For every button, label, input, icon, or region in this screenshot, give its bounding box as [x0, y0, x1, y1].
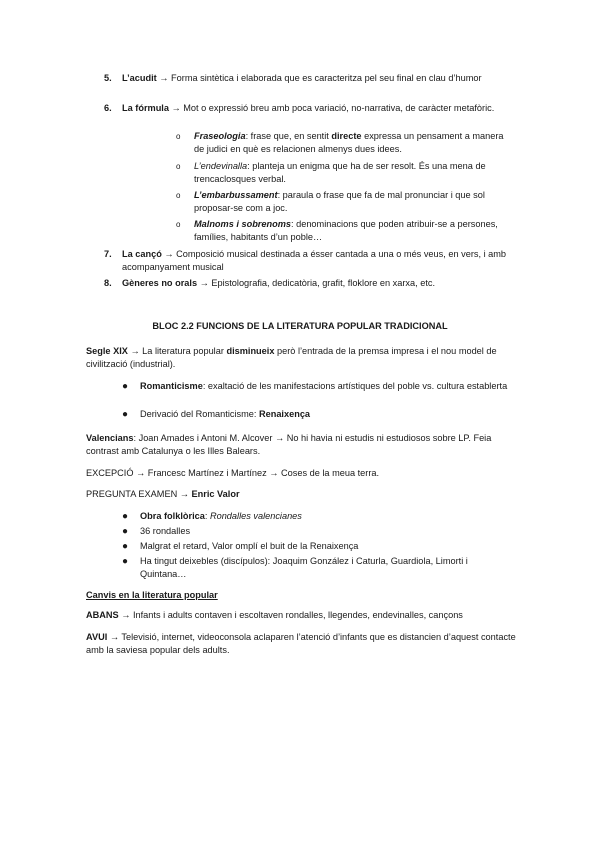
abans-text: → Infants i adults contaven i escoltaven rondalles, llegendes, endevinalles, cançons [118, 610, 463, 620]
segle-emphasis: disminueix [226, 346, 275, 356]
pregunta-bold: Enric Valor [191, 489, 240, 499]
abans-line [86, 609, 516, 622]
canvis-title: Canvis en la literatura popular [86, 590, 218, 600]
avui-paragraph [86, 631, 516, 657]
circle-bullet-icon: o [176, 132, 181, 141]
subitem-term: Fraseologia [194, 131, 246, 141]
bullet-icon: ● [122, 526, 129, 537]
arrow-icon: → [171, 103, 181, 113]
avui-label: AVUI [86, 632, 108, 642]
arrow-icon: → [199, 278, 209, 288]
pregunta-text: PREGUNTA EXAMEN → [86, 489, 192, 499]
subitem-text: : denominacions que poden atribuir-se a persones, famílies, habitants d’un poble… [194, 219, 498, 242]
bullet-obra [122, 510, 512, 523]
abans-label: ABANS [86, 610, 119, 620]
valencians-paragraph [86, 432, 516, 458]
bullet-icon: ● [122, 381, 129, 392]
item-number: 7. [104, 249, 112, 259]
numbered-item-8 [104, 277, 519, 290]
bullet-text: 36 rondalles [140, 526, 191, 536]
bullet-icon: ● [122, 511, 129, 522]
segle-text: La literatura popular [139, 346, 227, 356]
bullet-bold: Obra folklòrica [140, 511, 205, 521]
subitem-text-end: expressa un pensament a manera de judici en què es relacionen almenys dues idees. [194, 131, 504, 154]
subitem-malnoms [176, 218, 516, 244]
avui-text: → Televisió, internet, videoconsola aclaparen l’atenció d’infants que es distancien d’aquest contacte amb la saviesa popular dels adults. [86, 632, 516, 655]
subitem-term: Malnoms i sobrenoms [194, 219, 291, 229]
subitem-fraseologia [176, 130, 516, 156]
circle-bullet-icon: o [176, 162, 181, 171]
segle-text-end: però l’entrada de la premsa impresa i el nou model de civilització (industrial). [86, 346, 497, 369]
arrow-icon: → [164, 249, 174, 259]
bullet-icon: ● [122, 556, 129, 567]
valencians-text: : Joan Amades i Antoni M. Alcover → No hi havia ni estudis ni estudiosos sobre LP. Feia contrast amb Catalunya o les Illes Balears. [86, 433, 492, 456]
excepcio-line: EXCEPCIÓ → Francesc Martínez i Martínez → Coses de la meua terra. [86, 468, 380, 478]
subitem-term: L’endevinalla [194, 161, 248, 171]
bullet-bold-end: Renaixença [258, 409, 311, 419]
bullet-bold: Romanticisme [140, 381, 203, 391]
segle-label: Segle XIX [86, 346, 128, 356]
subitem-text: : paraula o frase que fa de mal pronunciar i que sol proposar-se com a joc. [194, 190, 485, 213]
bullet-romanticisme [122, 380, 512, 393]
bullet-icon: ● [122, 409, 129, 420]
bullet-text: : [204, 511, 210, 521]
subitem-text: : frase que, en sentit [245, 131, 332, 141]
subitem-endevinalla [176, 160, 516, 186]
item-text: Mot o expressió breu amb poca variació, no-narrativa, de caràcter metafòric. [183, 103, 495, 113]
arrow-icon: → [159, 73, 169, 83]
bullet-renaixenca [122, 408, 512, 421]
subitem-text: : planteja un enigma que ha de ser resolt. És una mena de trencaclosques verbal. [194, 161, 486, 184]
bullet-italic: Rondalles valencianes [209, 511, 302, 521]
bullet-icon: ● [122, 541, 129, 552]
item-text: Composició musical destinada a ésser cantada a una o més veus, en vers, i amb acompanyament musical [122, 249, 507, 272]
subitem-emphasis: directe [331, 131, 362, 141]
item-term: L’acudit [122, 73, 157, 83]
bullet-text: Derivació del Romanticisme: [140, 409, 259, 419]
item-term: La cançó [122, 249, 162, 259]
pregunta-line [86, 488, 516, 501]
section-heading: BLOC 2.2 FUNCIONS DE LA LITERATURA POPULAR TRADICIONAL [152, 321, 448, 331]
item-term: La fórmula [122, 103, 169, 113]
arrow-icon: → [130, 346, 140, 356]
item-term: Gèneres no orals [122, 278, 198, 288]
numbered-item-5 [104, 72, 519, 85]
item-text: Forma sintètica i elaborada que es caracteritza pel seu final en clau d’humor [171, 73, 482, 83]
circle-bullet-icon: o [176, 191, 181, 200]
segle-paragraph [86, 345, 516, 371]
subitem-embarbussament [176, 189, 516, 215]
bullet-malgrat [122, 540, 512, 553]
numbered-item-7 [104, 248, 519, 274]
numbered-item-6 [104, 102, 519, 115]
bullet-text: Malgrat el retard, Valor omplí el buit de la Renaixença [140, 541, 359, 551]
item-number: 6. [104, 103, 112, 113]
circle-bullet-icon: o [176, 220, 181, 229]
item-number: 5. [104, 73, 112, 83]
item-text: Epistolografia, dedicatòria, grafit, floklore en xarxa, etc. [211, 278, 436, 288]
valencians-label: Valencians [86, 433, 134, 443]
item-number: 8. [104, 278, 112, 288]
bullet-rondalles [122, 525, 512, 538]
bullet-deixebles [122, 555, 512, 581]
subitem-term: L’embarbussament [194, 190, 278, 200]
bullet-text: : exaltació de les manifestacions artístiques del poble vs. cultura establerta [202, 381, 508, 391]
bullet-text: Ha tingut deixebles (discípulos): Joaquim González i Caturla, Guardiola, Limorti i Quintana… [140, 556, 468, 579]
